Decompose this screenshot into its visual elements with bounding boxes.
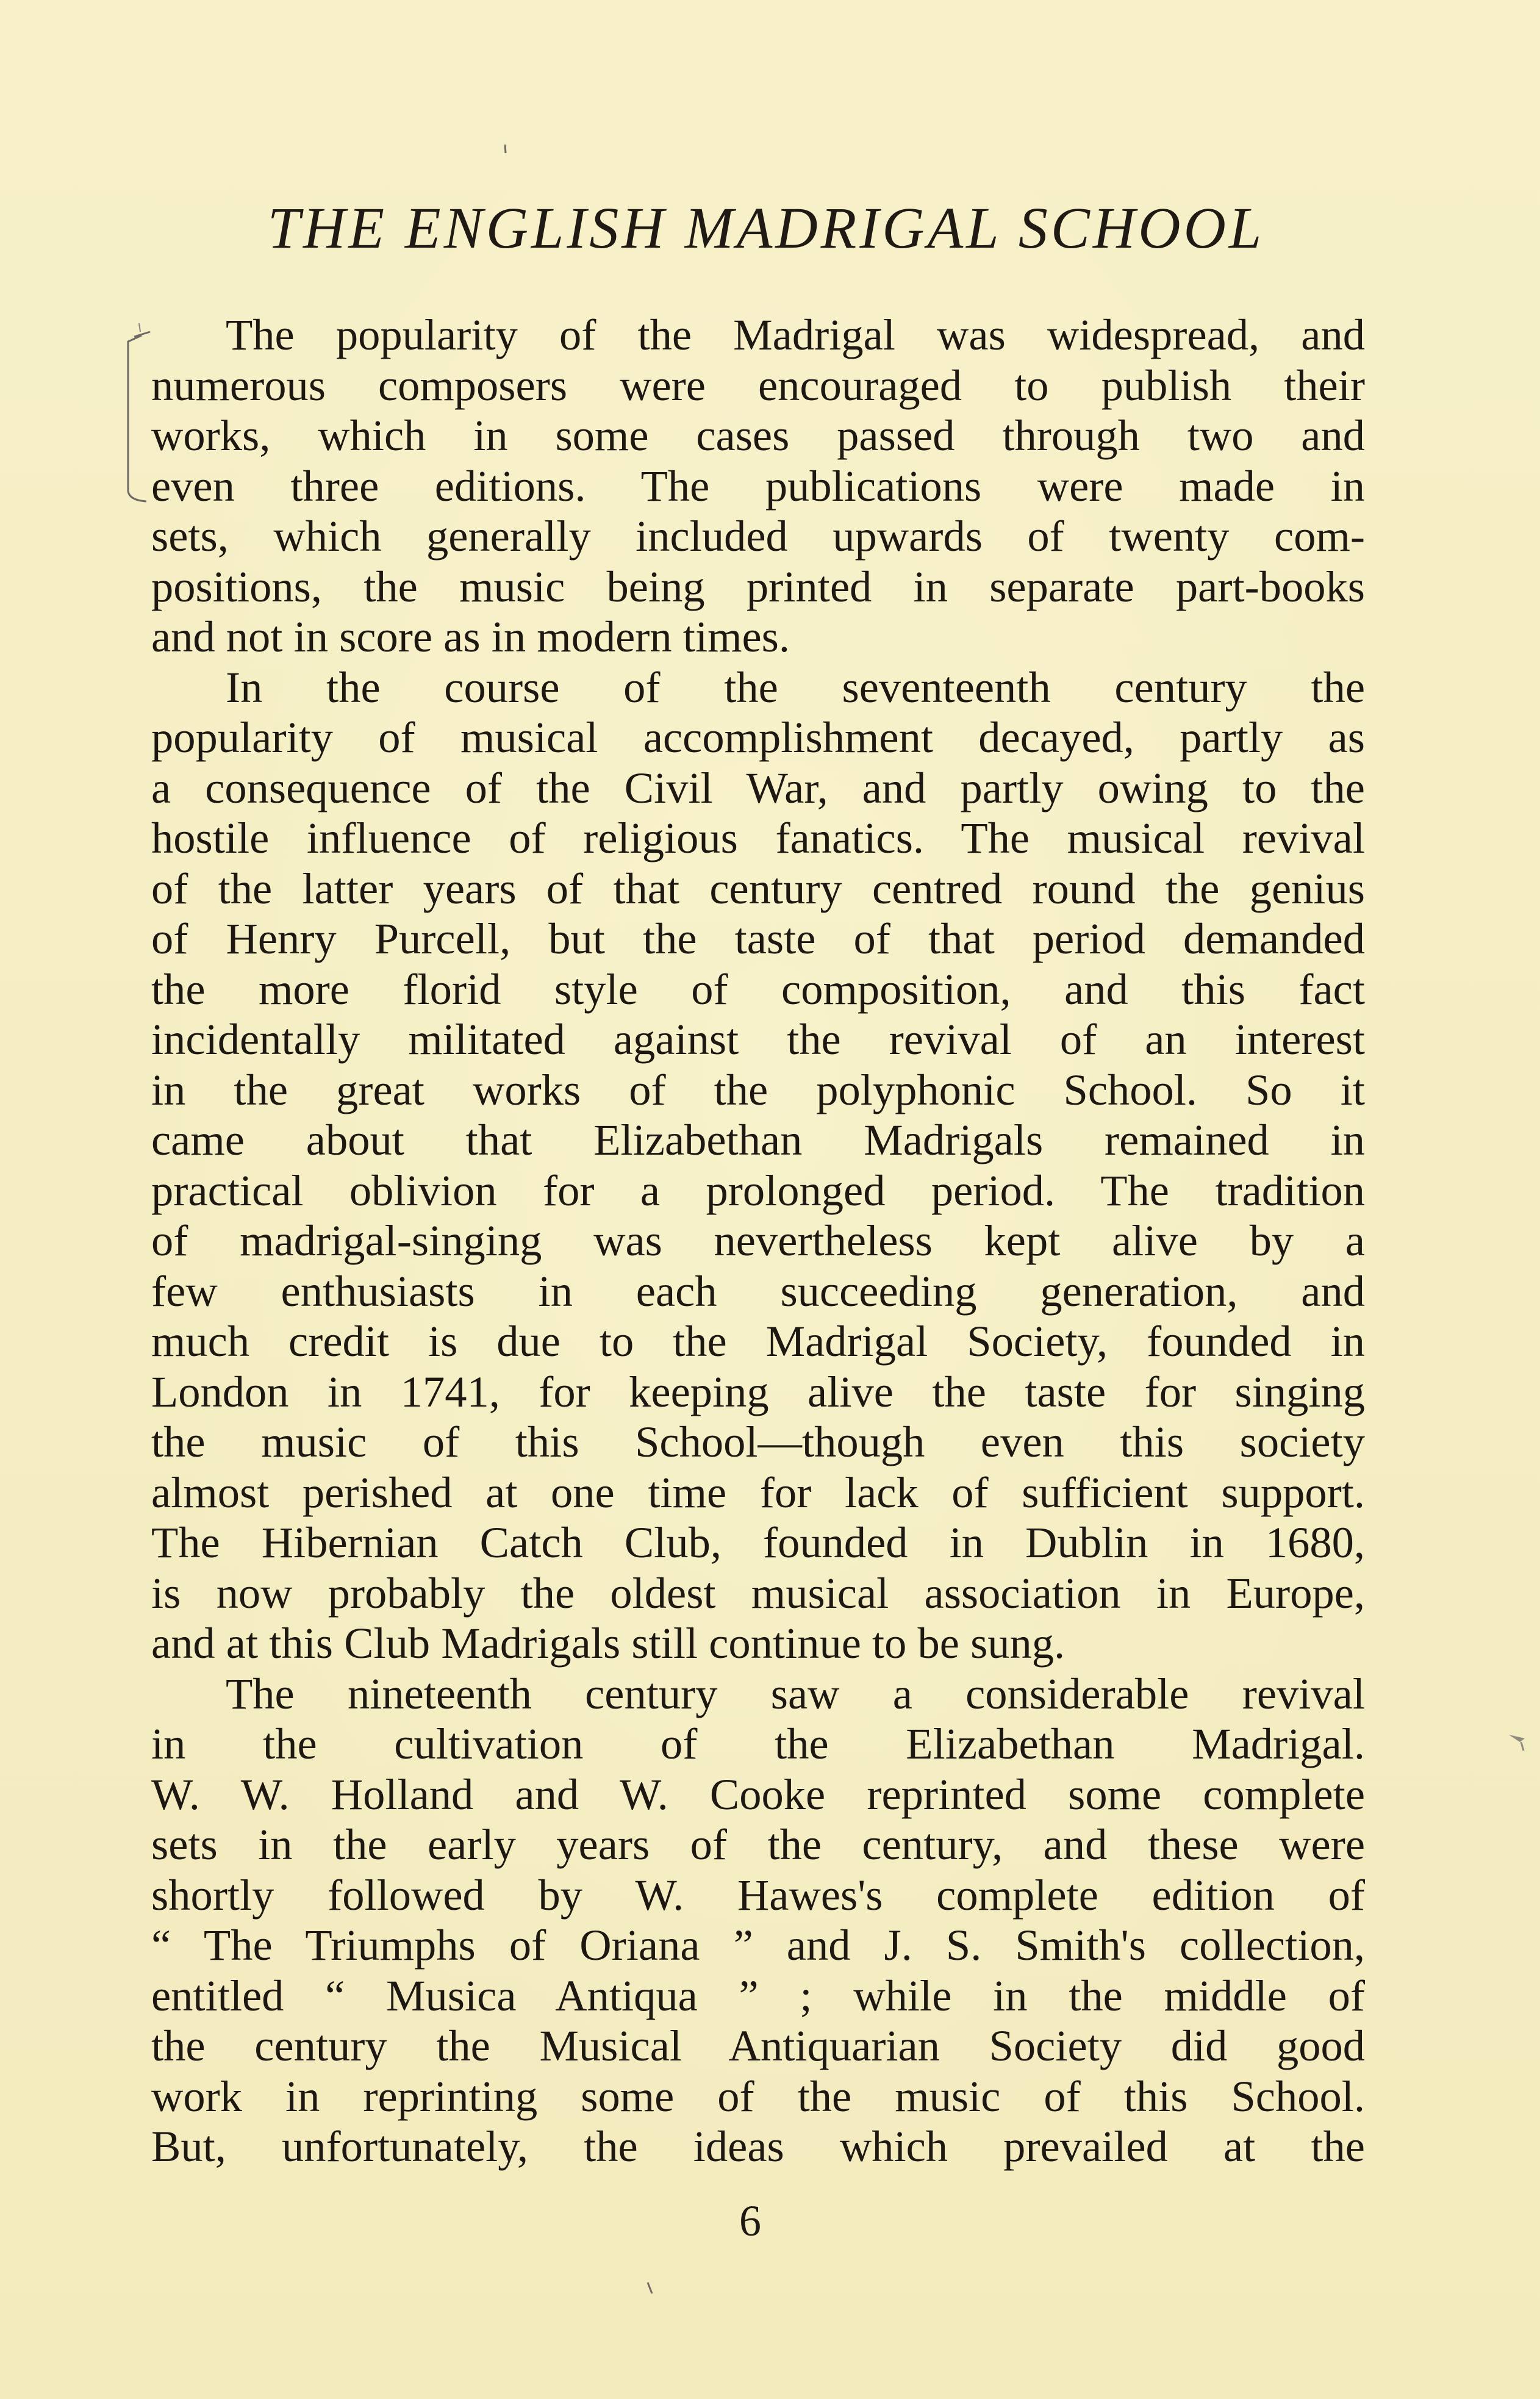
text-line: sets in the early years of the century, and these were: [151, 1820, 1365, 1869]
text-line: popularity of musical accomplishment decayed, partly as: [151, 712, 1365, 762]
text-line: entitled “ Musica Antiqua ” ; while in the middle of: [151, 1970, 1365, 2020]
text-line: almost perished at one time for lack of sufficient support.: [151, 1467, 1365, 1517]
text-line: works, which in some cases passed through two and: [151, 411, 1365, 460]
body-text: [151, 310, 1365, 2172]
text-line: and not in score as in modern times.: [151, 612, 790, 661]
text-line: in the cultivation of the Elizabethan Madrigal.: [151, 1719, 1365, 1768]
text-line: of madrigal-singing was nevertheless kept alive by a: [151, 1216, 1365, 1265]
text-line: London in 1741, for keeping alive the taste for singing: [151, 1366, 1365, 1416]
text-line: the more florid style of composition, and this fact: [151, 964, 1365, 1014]
text-line: The Hibernian Catch Club, founded in Dublin in 1680,: [151, 1518, 1365, 1567]
text-line: of Henry Purcell, but the taste of that period demanded: [151, 914, 1365, 963]
text-line: the music of this School—though even this society: [151, 1417, 1365, 1466]
text-line: of the latter years of that century centred round the genius: [151, 863, 1365, 913]
text-line: The popularity of the Madrigal was widespread, and: [226, 310, 1365, 359]
paper-speck-icon: [645, 2281, 655, 2296]
text-line: positions, the music being printed in separate part-books: [151, 561, 1365, 611]
text-line: “ The Triumphs of Oriana ” and J. S. Smith's collection,: [151, 1920, 1365, 1970]
text-line: came about that Elizabethan Madrigals remained in: [151, 1115, 1365, 1164]
text-line: work in reprinting some of the music of this School.: [151, 2071, 1365, 2121]
page-number: 6: [739, 2196, 761, 2245]
text-line: is now probably the oldest musical association in Europe,: [151, 1568, 1365, 1618]
text-line: the century the Musical Antiquarian Society did good: [151, 2021, 1365, 2070]
text-line: even three editions. The publications were made in: [151, 461, 1365, 511]
text-line: and at this Club Madrigals still continue to be sung.: [151, 1618, 1065, 1668]
running-header: THE ENGLISH MADRIGAL SCHOOL: [267, 195, 1265, 260]
text-line: incidentally militated against the revival of an interest: [151, 1014, 1365, 1064]
text-line: shortly followed by W. Hawes's complete edition of: [151, 1870, 1365, 1920]
text-line: few enthusiasts in each succeeding generation, and: [151, 1266, 1365, 1316]
text-line: hostile influence of religious fanatics. The musical revival: [151, 813, 1365, 862]
text-line: practical oblivion for a prolonged period. The tradition: [151, 1165, 1365, 1215]
text-line: The nineteenth century saw a considerable revival: [226, 1668, 1365, 1718]
text-line: In the course of the seventeenth century the: [226, 662, 1365, 712]
text-line: But, unfortunately, the ideas which prevailed at the: [151, 2121, 1365, 2171]
text-line: numerous composers were encouraged to publish their: [151, 360, 1365, 410]
pencil-bracket-mark: [110, 323, 152, 506]
text-line: W. W. Holland and W. Cooke reprinted some complete: [151, 1769, 1365, 1819]
text-line: sets, which generally included upwards of twenty com-: [151, 511, 1365, 561]
text-line: a consequence of the Civil War, and partly owing to the: [151, 762, 1365, 812]
paper-speck-icon: [500, 143, 510, 156]
text-line: in the great works of the polyphonic School. So it: [151, 1064, 1365, 1114]
paper-speck-icon: [1506, 1731, 1531, 1755]
text-line: much credit is due to the Madrigal Society, founded in: [151, 1316, 1365, 1366]
